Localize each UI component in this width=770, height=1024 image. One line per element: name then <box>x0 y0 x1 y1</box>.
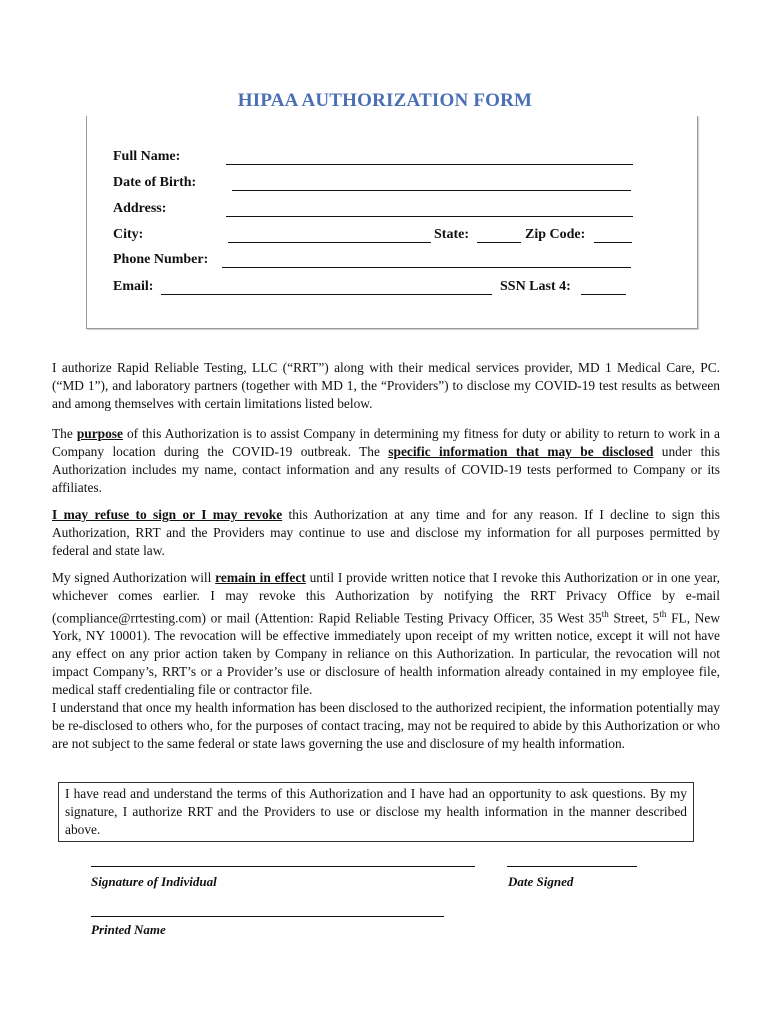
paragraph-redisclosure: I understand that once my health information has been disclosed to the authorized recipient, the information potentially may be re-disclosed to others who, for the purposes of contact tracing, may not be required to abide by this Authorization or who are not subject to the same federal or state laws governing the use and disclosure of my health information. <box>52 700 720 751</box>
paragraph-purpose <box>52 425 720 497</box>
full-name-field[interactable] <box>226 151 633 165</box>
refuse-text: this Authorization at any time and for any reason. If I decline to sign this Authorization, RRT and the Providers may continue to use and disclose my information for all purposes permitted by federal and state law. <box>52 507 720 558</box>
purpose-text-c: under this Authorization includes my name, contact information and any results of COVID-19 tests performed to Company or its affiliates. <box>52 444 721 495</box>
phone-row <box>113 252 208 268</box>
city-field[interactable] <box>228 229 431 243</box>
effect-emphasis: remain in effect <box>215 570 306 585</box>
effect-text-c: Street, 5 <box>608 610 660 626</box>
email-row <box>113 279 153 295</box>
purpose-emphasis: purpose <box>76 426 123 441</box>
email-label: Email: <box>113 279 154 294</box>
effect-text-d: FL, New York, NY 10001). The revocation will be effective immediately upon receipt of my written notice, except it will not have any effect on any prior action taken by Company in reliance on this Authorization. In particular, the revocation will not impact Company’s, RRT’s or a Provider’s use or disclosure of health information already contained in my employee file, medical staff credentialing file or contractor file. <box>52 610 720 698</box>
address-row <box>113 201 166 217</box>
zip-row <box>525 227 585 243</box>
floor-ordinal: th <box>659 609 667 619</box>
refuse-emphasis: I may refuse to sign or I may revoke <box>52 507 283 522</box>
zip-label: Zip Code: <box>525 227 586 242</box>
printed-name-line[interactable] <box>91 916 444 917</box>
address-label: Address: <box>113 201 167 216</box>
state-row <box>434 227 469 243</box>
acknowledgement-box: I have read and understand the terms of this Authorization and I have had an opportunity to ask questions. By my signature, I authorize RRT and the Providers to use or disclose my health information in the manner described above. <box>58 782 694 842</box>
purpose-text-a: The <box>52 426 77 441</box>
specific-info-emphasis: specific information that may be disclosed <box>388 444 654 459</box>
form-title: HIPAA AUTHORIZATION FORM <box>237 90 533 111</box>
phone-label: Phone Number: <box>113 252 209 267</box>
full-name-label: Full Name: <box>113 149 181 164</box>
city-label: City: <box>113 227 144 242</box>
date-signed-label: Date Signed <box>508 874 574 889</box>
dob-field[interactable] <box>232 177 631 191</box>
date-signed-line[interactable] <box>507 866 637 867</box>
signature-line[interactable] <box>91 866 475 867</box>
dob-label: Date of Birth: <box>113 175 197 190</box>
zip-field[interactable] <box>594 229 632 243</box>
state-field[interactable] <box>477 229 521 243</box>
full-name-row <box>113 149 180 165</box>
effect-text-b: until I provide written notice that I revoke this Authorization or in one year, whichever comes earlier. I may revoke this Authorization by notifying the RRT Privacy Office by e-mail (compliance@rrtesting.com) or mail (Attention: Rapid Reliable Testing Privacy Officer, 35 West 35 <box>52 570 721 626</box>
personal-info-box <box>86 116 698 329</box>
paragraph-authorization: I authorize Rapid Reliable Testing, LLC (“RRT”) along with their medical services provider, MD 1 Medical Care, PC. (“MD 1”), and laboratory partners (together with MD 1, the “Providers”) to disclose my COVID-19 test results as between and among themselves with certain limitations listed below. <box>52 360 720 411</box>
purpose-text-b: of this Authorization is to assist Company in determining my fitness for duty or ability to return to work in a Company location during the COVID-19 outbreak. The <box>52 426 720 459</box>
printed-name-label: Printed Name <box>91 922 166 937</box>
city-row <box>113 227 143 243</box>
signature-label: Signature of Individual <box>91 874 217 889</box>
email-field[interactable] <box>161 281 492 295</box>
paragraph-effect <box>52 569 720 699</box>
paragraph-refuse <box>52 506 720 560</box>
ssn-field[interactable] <box>581 281 626 295</box>
ssn-row <box>500 279 571 295</box>
address-field[interactable] <box>226 203 633 217</box>
street-ordinal: th <box>601 609 609 619</box>
ssn-label: SSN Last 4: <box>500 279 571 294</box>
dob-row <box>113 175 196 191</box>
state-label: State: <box>434 227 469 242</box>
phone-field[interactable] <box>222 254 631 268</box>
effect-text-a: My signed Authorization will <box>52 570 216 585</box>
